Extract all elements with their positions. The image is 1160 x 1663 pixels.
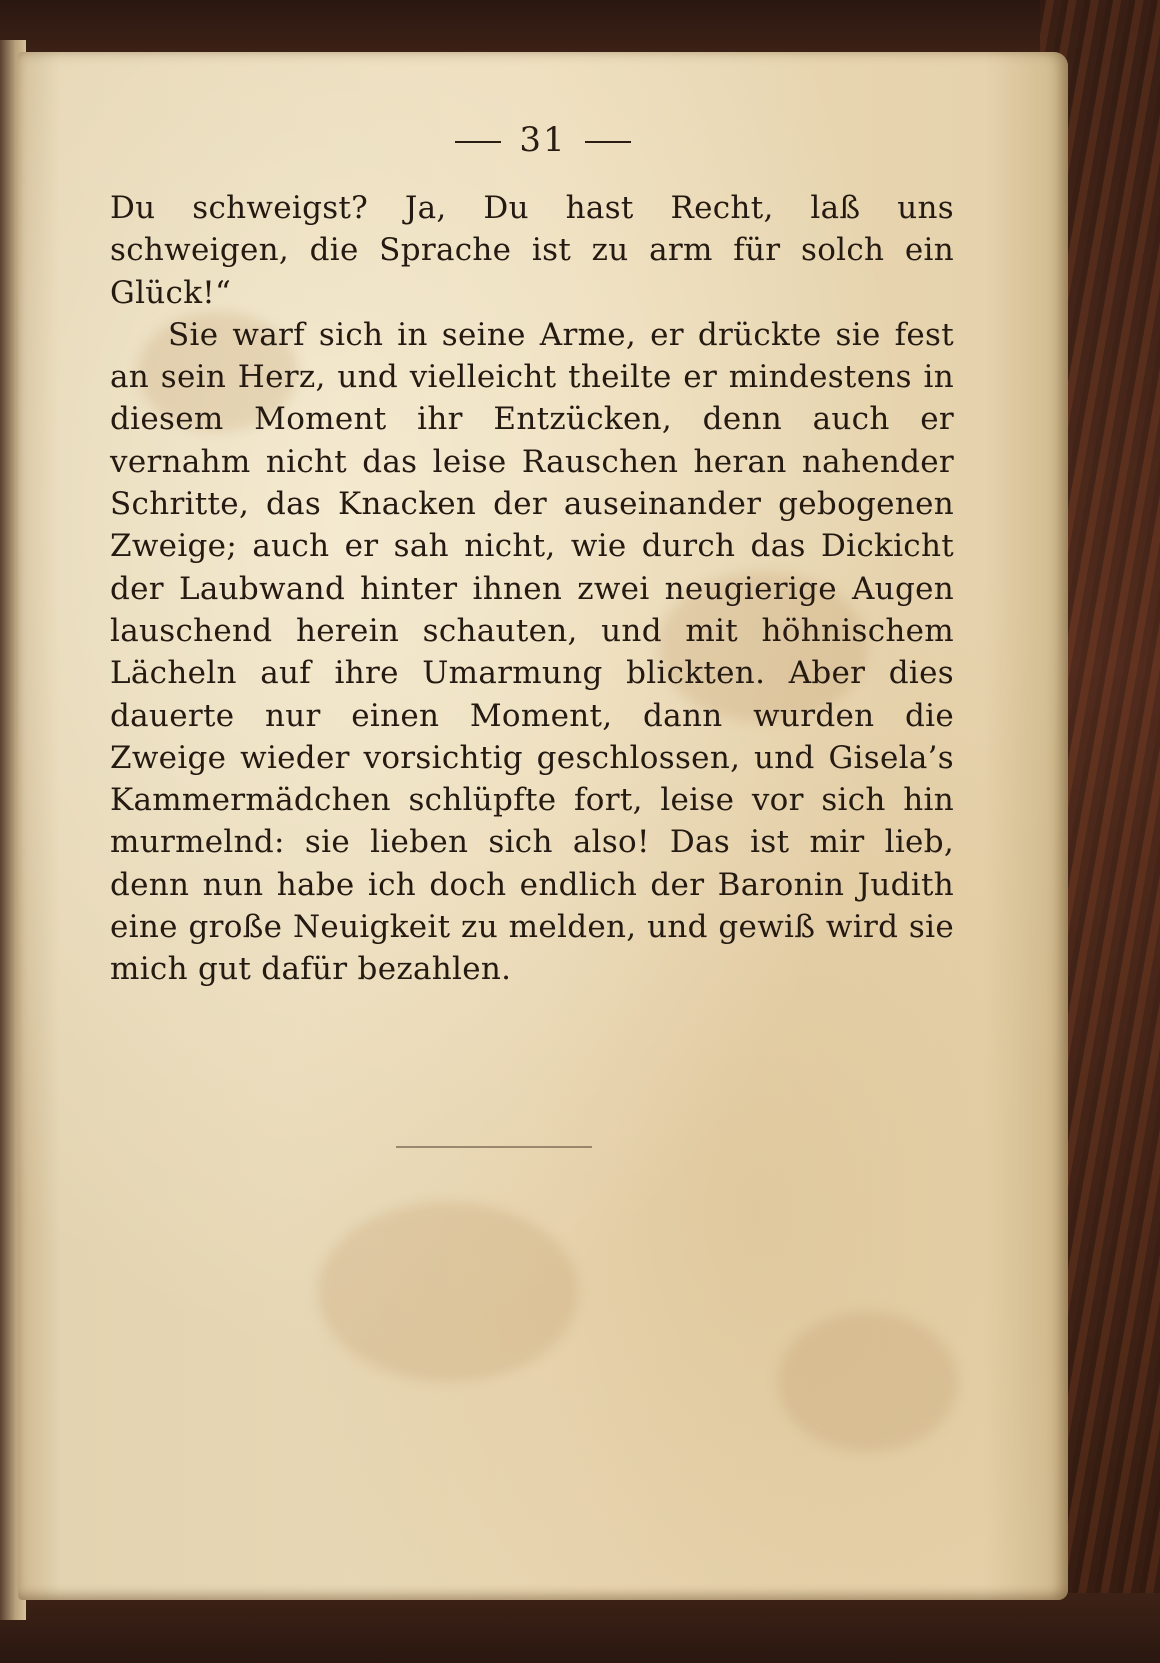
page-body-text: [110, 187, 954, 991]
section-rule: [396, 1146, 592, 1148]
text-line-opening: Du schweigst? Ja, Du hast Recht, laß uns schweigen, die Sprache ist zu arm für solch ein Glück!“: [110, 190, 954, 311]
page-number-header: [18, 120, 1068, 160]
paper-stain: [318, 1202, 578, 1382]
paper-stain: [778, 1312, 958, 1452]
book-page: [18, 52, 1068, 1600]
header-dash-right: [585, 141, 631, 143]
header-dash-left: [455, 141, 501, 143]
page-number: 31: [519, 120, 567, 160]
text-paragraph: Sie warf sich in seine Arme, er drückte sie fest an sein Herz, und vielleicht theilte er mindestens in diesem Moment ihr Entzücken, denn auch er vernahm nicht das leise Rauschen heran nahender Schritte, das Knacken der auseinander gebogenen Zweige; auch er sah nicht, wie durch das Dickicht der Laubwand hinter ihnen zwei neugierige Augen lauschend herein schauten, und mit höhnischem Lächeln auf ihre Umarmung blickten. Aber dies dauerte nur einen Moment, dann wurden die Zweige wieder vorsichtig geschlossen, und Gisela’s Kammermädchen schlüpfte fort, leise vor sich hin murmelnd: sie lieben sich also! Das ist mir lieb, denn nun habe ich doch endlich der Baronin Judith eine große Neuigkeit zu melden, und gewiß wird sie mich gut dafür bezahlen.: [110, 316, 954, 988]
book-cover-bottom: [0, 1593, 1160, 1663]
book-cover-top: [0, 0, 1160, 58]
